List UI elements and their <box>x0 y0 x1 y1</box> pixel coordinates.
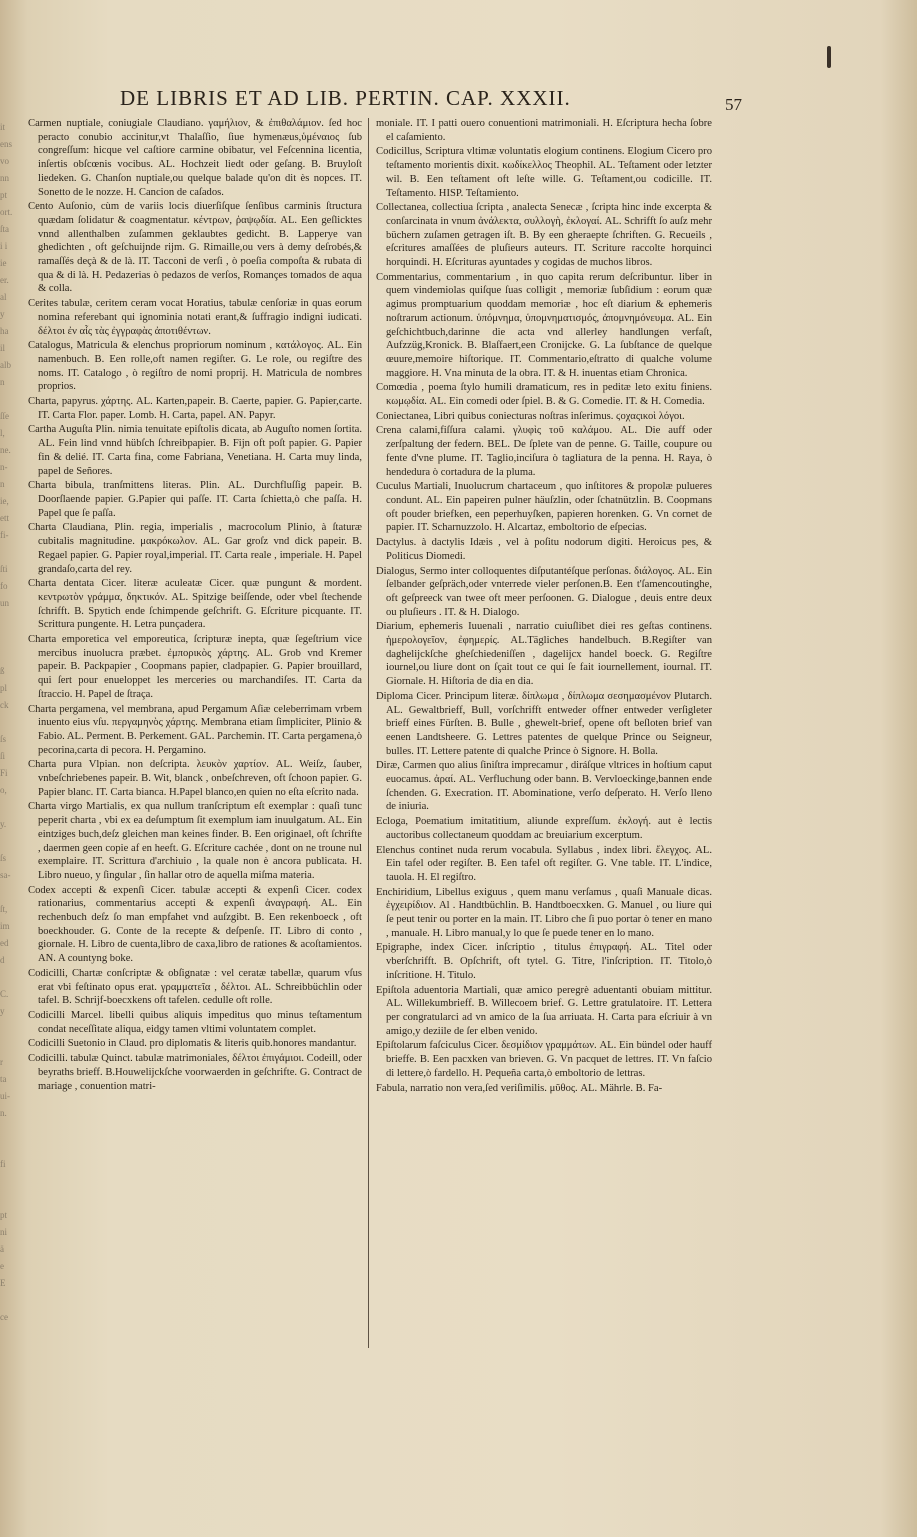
bleed-fragment: ä <box>0 1244 4 1254</box>
dictionary-entry: Collectanea, collectiua ſcripta , analecta Senecæ , ſcripta hinc inde excerpta & conſarcinata in vnum ἀνάλεκτα, συλλογὴ, ἐκλογαί. AL. Schrifft ſo auſz mehr büchern zuſamen getragen iſt. B. By een gheraepte ſchriften. G. Recueils , eſcritures amaſſées de pluſieurs auteurs. IT. Scriture raccolte horquinci horquindi. H. Eſcrituras ayuntades y cogidas de muchos libros. <box>376 202 712 269</box>
bleed-fragment: ort. <box>0 207 13 217</box>
dictionary-entry: Cento Auſonio, cùm de variis locis diuerſiſque ſenſibus carminis ſtructura quædam ſolidatur & coagmentatur. κέντρων, ῥαψῳδία. AL. Een geſlicktes vnnd allenthalben zuſammen geklaubtes gedicht. B. Lapperye van ghedichten , oft geſchuijnde rijm. G. Rimaille,ou vers à demy deſrobés,& ramaſſés deçà & de là. IT. Tacconi de verſi , ò poeſia compoſta & rubata di qua & di là. H. Pedazerias ò pedazos de verſos, Romançes tomados de aqua & colla. <box>28 201 362 295</box>
bleed-fragment: fi <box>0 1159 6 1169</box>
dictionary-entry: Codex accepti & expenſi Cicer. tabulæ accepti & expenſi Cicer. codex rationarius, commentarius accepti & expenſi ἀναγραφή. AL. Ein rechenbuch deſz ſo man empfahet vnd auſzgibt. B. Een rekenboeck , oft boeckhouder. G. Conte de la recepte & deſpenſe. IT. Libro di conto , giornale. H. Libro de cuenta,libro de caxa,libro de rationes & acoſtamientos. AN. A countyng boke. <box>28 884 362 965</box>
dictionary-entry: Charta emporetica vel emporeutica, ſcripturæ inepta, quæ ſegeſtrium vice mercibus inuolucra præbet. ἐμπορικὸς χάρτης. AL. Grob vnd Kremer papeir. B. Packpapier , Coopmans papier, cladpapier. G. Papier brouillard, qui ſert pour enueloppet les merceries ou marchandiſes. IT. Carta da ſtraccio. H. Papel de ſtraça. <box>28 634 362 700</box>
bleed-fragment <box>0 392 22 409</box>
dictionary-entry: Dialogus, Sermo inter colloquentes diſputantéſque perſonas. διάλογος. AL. Ein ſelbander geſpräch,oder vnterrede vieler perſonen.B. Een t'ſamencoutinghe, oft geſpreeck van twee oft meer perſoonen. G. Dialogue , deuis entre deux ou pluſieurs . IT. & H. Dialogo. <box>376 565 712 618</box>
bleed-fragment: ſi <box>0 751 6 761</box>
bleed-fragment: ſt, <box>0 904 8 914</box>
bleed-fragment <box>0 970 22 987</box>
dictionary-entry: Enchiridium, Libellus exiguus , quem manu verſamus , quaſi Manuale dicas. ἐγχειρίδιον. Al . Handtbüchlin. B. Handtboecxken. G. Manuel , ou liure qui ſe peut tenir ou porter en la main. IT. Libro che ſi puo portar ò tener en mano , manuale. H. Libro manual,y lo que ſe puede tener en lo mano. <box>376 886 712 939</box>
bleed-fragment: un <box>0 598 9 608</box>
left-column <box>28 117 362 1094</box>
running-title: DE LIBRIS ET AD LIB. PERTIN. CAP. XXXII. <box>120 86 571 110</box>
bleed-fragment: al <box>0 292 7 302</box>
dictionary-entry: Commentarius, commentarium , in quo capita rerum deſcribuntur. liber in quem vindemiolas quiſque ſuas colligit , memoriæ ſubſidium : eorum quæ agimus promptuarium quoddam memoriæ , hoc eſt diarium & ephemeris noſtrarum actionum. ὑπόμνημα, ὑπομνηματισμός, ἀπομνημόνευμα. AL. Ein geſchichtbuch,darinne die acta vnd allerley handlungen verfaſt, Aufzzüg,Kronick. B. Blaſfaert,een Cronijcke. G. La ſubſtance de quelque œuure,memoire hiſtorique. IT. Commentario,eſtratto di qualche volume maggiore. H. Vna minuta de la obra. IT. & H. inuentas etiam Chronica. <box>376 271 712 379</box>
dictionary-entry: Charta dentata Cicer. literæ aculeatæ Cicer. quæ pungunt & mordent. κεντρωτὸν γράμμα, δηκτικόν. AL. Spitzige beiſſende, oder vbel ſtechende ſchrifft. B. Spytich ende ſchimpende geſchrift. G. Eſcriture picquante. IT. Scrittura pungente. H. Letra punçadera. <box>28 578 362 631</box>
dictionary-entry: Charta bibula, tranſmittens literas. Plin. AL. Durchfluſſig papeir. B. Doorſlaende papier. G.Papier qui paſſe. IT. Carta ſchietta,ò che paſſa. H. Papel que ſe paſſa. <box>28 480 362 519</box>
bleed-fragment: n- <box>0 462 8 472</box>
right-column <box>376 117 712 1096</box>
dictionary-entry: Catalogus, Matricula & elenchus propriorum nominum , κατάλογος. AL. Ein namenbuch. B. Een rolle,oft namen regiſter. G. Le role, ou regiſtre des noms. IT. Catalogo , ò regiſtro de nomi proprij. H. Matricula de nombres proprios. <box>28 340 362 393</box>
bleed-fragment: pl <box>0 683 8 693</box>
bleed-fragment: ce <box>0 1312 8 1322</box>
bleed-fragment: ie <box>0 258 7 268</box>
dictionary-entry: Coniectanea, Libri quibus coniecturas noſtras inſerimus. ϛοχαςικοὶ λόγοι. <box>376 410 685 422</box>
bleed-fragment <box>0 1140 22 1157</box>
bleed-fragment <box>0 1174 22 1191</box>
bleed-fragment: fi- <box>0 530 9 540</box>
bleed-fragment: ie, <box>0 496 9 506</box>
bleed-fragment: ens <box>0 139 12 149</box>
bleed-fragment <box>0 545 22 562</box>
previous-page-bleed <box>0 120 22 1322</box>
bleed-fragment: ſs <box>0 734 7 744</box>
bleed-fragment <box>0 1123 22 1140</box>
dictionary-entry: Epiſtola aduentoria Martiali, quæ amico peregrè aduentanti obuiam mittitur. AL. Willekumbrieff. B. Willecoem brief. G. Lettre gratulatoire. IT. Lettera per congratularci ad vn amico de la ſua arriuata. H. Carta para eſcriuir à vn amigo,y deziile de ſer elben venido. <box>376 984 712 1037</box>
bleed-fragment: ui- <box>0 1091 10 1101</box>
bleed-fragment <box>0 800 22 817</box>
bleed-fragment: C. <box>0 989 9 999</box>
bleed-fragment: vo <box>0 156 9 166</box>
bleed-fragment: il <box>0 343 6 353</box>
dictionary-entry: Ecloga, Poematium imitatitium, aliunde expreſſum. ἐκλογή. aut è lectis auctoribus collectaneum quoddam ac breuiarium excerptum. <box>376 816 712 841</box>
dictionary-entry: Diploma Cicer. Principum literæ. δίπλωμα , δίπλωμα σεσημασμένον Plutarch. AL. Gewaltbrieff, Bull, vorſchrifft entweder offner entweder verſigleter brieff eines Fürſten. B. Bulle , ghewelt-brief, opene oft beſloten brief van eenen Landtsheere. G. Lettres patentes de quelque Prince ou Seigneur, bulles. IT. Lettere patente di qualche Prince ò Signore. H. Bolla. <box>376 690 712 757</box>
dictionary-entry: Cerites tabulæ, ceritem ceram vocat Horatius, tabulæ cenſoriæ in quas eorum nomina referebant qui ignominia notati erant,& ſuffragio indigni iudicati. δέλτοι ἐν αἷς τὰς ἐγγραφὰς ἀποτιθέντων. <box>28 298 362 337</box>
dictionary-entry: Charta, papyrus. χάρτης. AL. Karten,papeir. B. Caerte, papier. G. Papier,carte. IT. Carta Flor. paper. Lomb. H. Carta, papel. AN. Papyr. <box>28 396 362 421</box>
bleed-fragment: im <box>0 921 10 931</box>
bleed-fragment <box>0 834 22 851</box>
dictionary-entry: Codicilli. tabulæ Quinct. tabulæ matrimoniales, δέλτοι ἐπιγάμιοι. Codeill, oder beyraths brieff. B.Houwelijckſche voorwaerden in geſchrifte. G. Contract de mariage , conuention matri- <box>28 1053 362 1092</box>
dictionary-entry: Crena calami,fiſſura calami. γλυφὶς τοῦ καλάμου. AL. Die auff oder zerſpaltung der federn. BEL. De ſplete van de penne. G. Taille, coupure ou fente d'vne plume. IT. Taglio,inciſura ò tagliatura de la penna. H. Raya, ò hendedura ò cortadura de la pluma. <box>376 425 712 478</box>
bleed-fragment: ſs <box>0 853 7 863</box>
bleed-fragment: ed <box>0 938 9 948</box>
bleed-fragment: d <box>0 955 5 965</box>
bleed-fragment: sa- <box>0 870 11 880</box>
bleed-fragment <box>0 1038 22 1055</box>
dictionary-entry: Charta pura Vlpian. non deſcripta. λευκὸν χαρτίον. AL. Weiſz, ſauber, vnbeſchriebenes papeir. B. Wit, blanck , onbeſchreven, oft ſchoon papier. G. Papier blanc. IT. Carta bianca. H.Papel blanco,en quien no eſta eſcrito nada. <box>28 759 362 798</box>
dictionary-entry: Elenchus continet nuda rerum vocabula. Syllabus , index libri. ἔλεγχος. AL. Ein tafel oder regiſter. B. Een tafel oft regiſter. G. Vne table. IT. L'indice, tauola. H. El regiſtro. <box>376 844 712 883</box>
bleed-fragment: ta <box>0 1074 7 1084</box>
bleed-fragment: ſſe <box>0 411 9 421</box>
bleed-fragment: Fi <box>0 768 8 778</box>
dictionary-entry: Charta Claudiana, Plin. regia, imperialis , macrocolum Plinio, à ſtaturæ cubitalis magnitudine. μακρόκωλον. AL. Gar groſz vnd dick papeir. B. Regael papier. G. Papier royal,imperial. IT. Carta reale , imperiale. H. Papel grandaſo,carta del rey. <box>28 522 362 575</box>
dictionary-entry: Diarium, ephemeris Iuuenali , narratio cuiuſlibet diei res geſtas continens. ἡμερολογεῖον, ἐφημερίς. AL.Tägliches handelbuch. B.Regiſter van daghelijckſche gheſchiedeniſſen , dagelijcx handel boeck. G. Regiſtre iournel,ou liure dont on ſçait tout ce qui ſe fait iournellement, iournal. IT. Giornale. H. Hiſtoria de dia en dia. <box>376 621 712 688</box>
bleed-fragment <box>0 630 22 647</box>
bleed-fragment: n <box>0 479 5 489</box>
dictionary-entry: Codicilli Marcel. libelli quibus aliquis impeditus quo minus teſtamentum condat neceſſitate aliqua, eidgy tamen vltimi voluntatem complet. <box>28 1010 362 1035</box>
bleed-fragment: n <box>0 377 5 387</box>
bleed-fragment: y <box>0 1006 5 1016</box>
dictionary-entry: Comœdia , poema ſtylo humili dramaticum, res in peditæ leto exitu finiens. κωμῳδία. AL. Ein comedi oder ſpiel. B. & G. Comedie. IT. & H. Comedia. <box>376 382 712 408</box>
bleed-fragment: E <box>0 1278 6 1288</box>
ink-mark <box>827 46 831 68</box>
bleed-fragment: l, <box>0 428 5 438</box>
bleed-fragment: r <box>0 1057 3 1067</box>
bleed-fragment <box>0 715 22 732</box>
page-number: 57 <box>725 95 742 114</box>
bleed-fragment: nn <box>0 173 9 183</box>
bleed-fragment: ni <box>0 1227 8 1237</box>
bleed-fragment: er. <box>0 275 9 285</box>
bleed-fragment <box>0 1293 22 1310</box>
bleed-fragment <box>0 885 22 902</box>
bleed-fragment <box>0 1191 22 1208</box>
bleed-fragment: e <box>0 1261 4 1271</box>
dictionary-entry: moniale. IT. I patti ouero conuentioni matrimoniali. H. Eſcriptura hecha ſobre el caſamiento. <box>376 118 712 143</box>
bleed-fragment: y <box>0 309 5 319</box>
dictionary-entry: Dactylus. à dactylis Idæis , vel à poſitu nodorum digiti. Heroicus pes, & Politicus Diomedi. <box>376 537 712 562</box>
dictionary-entry: Charta pergamena, vel membrana, apud Pergamum Aſiæ celeberrimam vrbem inuento eius vſu. περγαμηνὸς χάρτης. Membrana etiam ſimpliciter, Plinio & Fabio. AL. Perment. B. Perkement. GAL. Parchemin. IT. Carta pergamena,ò pecorina,carta di pecora. H. Pergamino. <box>28 703 362 756</box>
dictionary-entry: Epiſtolarum faſciculus Cicer. δεσμίδιον γραμμάτων. AL. Ein bündel oder hauff brieffe. B. Een pacxken van brieven. G. Vn pacquet de lettres. IT. Vn faſcio di lettere,ò fardello. H. Pequeña carta,ò emboltorio de lettras. <box>376 1040 712 1079</box>
bleed-fragment: ß <box>0 666 5 676</box>
bleed-fragment: ett <box>0 513 9 523</box>
bleed-fragment <box>0 613 22 630</box>
bleed-fragment: ha <box>0 326 9 336</box>
bleed-fragment: fo <box>0 581 8 591</box>
dictionary-entry: Codicilli Suetonio in Claud. pro diplomatis & literis quib.honores mandantur. <box>28 1038 357 1050</box>
dictionary-entry: Diræ, Carmen quo alius ſiniſtra imprecamur , diráſque vltrices in hoſtium caput euocamus. ἀραί. AL. Verfluchung oder bann. B. Vervloeckinge,bannen ende ſchenden. G. Execration. IT. Abominatione, verſo deſperato. H. Verſo lleno de iniuria. <box>376 760 712 813</box>
bleed-fragment: pt <box>0 1210 8 1220</box>
bleed-fragment: o, <box>0 785 7 795</box>
dictionary-entry: Cuculus Martiali, Inuolucrum chartaceum , quo inſtitores & propolæ pulueres condunt. AL. Ein papeiren pulner häuſzlin, oder ſchatnützlin. B. Coopmans oft pouder briefken, een peperhuyſken, papieren horenken. G. Vn cornet de papier. IT. Scharnuzzolo. H. Alcartaz, emboltorio de eſpecias. <box>376 481 712 534</box>
bleed-fragment <box>0 647 22 664</box>
bleed-fragment: ck <box>0 700 9 710</box>
dictionary-entry: Epigraphe, index Cicer. inſcriptio , titulus ἐπιγραφή. AL. Titel oder vberſchrifft. B. Opſchrift, oft tytel. G. Titre, l'inſcription. IT. Titolo,ò inſcritione. H. Titulo. <box>376 942 712 981</box>
bleed-fragment <box>0 1021 22 1038</box>
dictionary-entry: Codicilli, Chartæ conſcriptæ & obſignatæ : vel ceratæ tabellæ, quarum vſus erat vbi feſtinato opus erat. γραμματεῖα , δέλτοι. AL. Schreibbüchlin oder tafel. B. Schrijf-boecxkens oft tafelen. cedulle oft rolle. <box>28 967 362 1007</box>
bleed-fragment: ne. <box>0 445 11 455</box>
bleed-fragment: ſta <box>0 224 9 234</box>
bleed-fragment: pt <box>0 190 8 200</box>
bleed-fragment: it <box>0 122 6 132</box>
dictionary-entry: Carmen nuptiale, coniugiale Claudiano. γαμήλιον, & ἐπιθαλάμιον. ſed hoc peracto conubio accinitur,vt Thalaſſio, ſiue hymenæus,ὑμέναιος ſub congreſſum: hicque vel caſtiore carmine obibatur, vel Feſcennina licentia, inſertis obſcœnis vocibus. AL. Hochzeit liedt oder geſang. B. Bruyloſt liedeken. G. Chanſon nuptiale,ou quelque balade qu'on dit ès nopces. IT. Sonetto de le nozze. H. Cancion de caſados. <box>28 118 362 198</box>
bleed-fragment: ſti <box>0 564 8 574</box>
dictionary-entry: Fabula, narratio non vera,ſed veriſimilis. μῦθος. AL. Mährle. B. Fa- <box>376 1082 663 1094</box>
dictionary-entry: Codicillus, Scriptura vltimæ voluntatis elogium continens. Elogium Cicero pro teſtamento morientis dixit. κωδίκελλος Theophil. AL. Teſtament oder letzter wil. B. Een teſtament oft leſte wille. G. Teſtament,ou codicille. IT. Teſtamento. HISP. Teſtamiento. <box>376 146 712 199</box>
bleed-fragment: y. <box>0 819 7 829</box>
dictionary-entry: Cartha Auguſta Plin. nimia tenuitate epiſtolis dicata, ab Auguſto nomen ſortita. AL. Fein lind vnnd hübſch ſchreibpapier. B. Fijn oft poſt papier. G. Papier fin & delié. IT. Carta fina, come Fabriana, Venetiana. H. Carta muy linda, papel de Señores. <box>28 424 362 477</box>
bleed-fragment: n. <box>0 1108 7 1118</box>
column-rule <box>368 118 369 1348</box>
bleed-fragment: i i <box>0 241 8 251</box>
dictionary-entry: Charta virgo Martialis, ex qua nullum tranſcriptum eſt exemplar : quaſi tunc peperit charta , vbi ex ea deſumptum ſit exemplum iam inuulgatum. AL. Ein eintziges buch,deſz gleichen man keines finder. B. Een originael, oft ſchrifte , daermen geen copie af en heeft. G. Eſcriture cachée , dont on ne troune nul exemplaire. IT. Scrittura d'archiuio , la quale non è ancora publicata. H. Libro nueuo, y ſingular , ſin hallar otro de aquella miſma materia. <box>28 801 362 881</box>
bleed-fragment: alb <box>0 360 11 370</box>
